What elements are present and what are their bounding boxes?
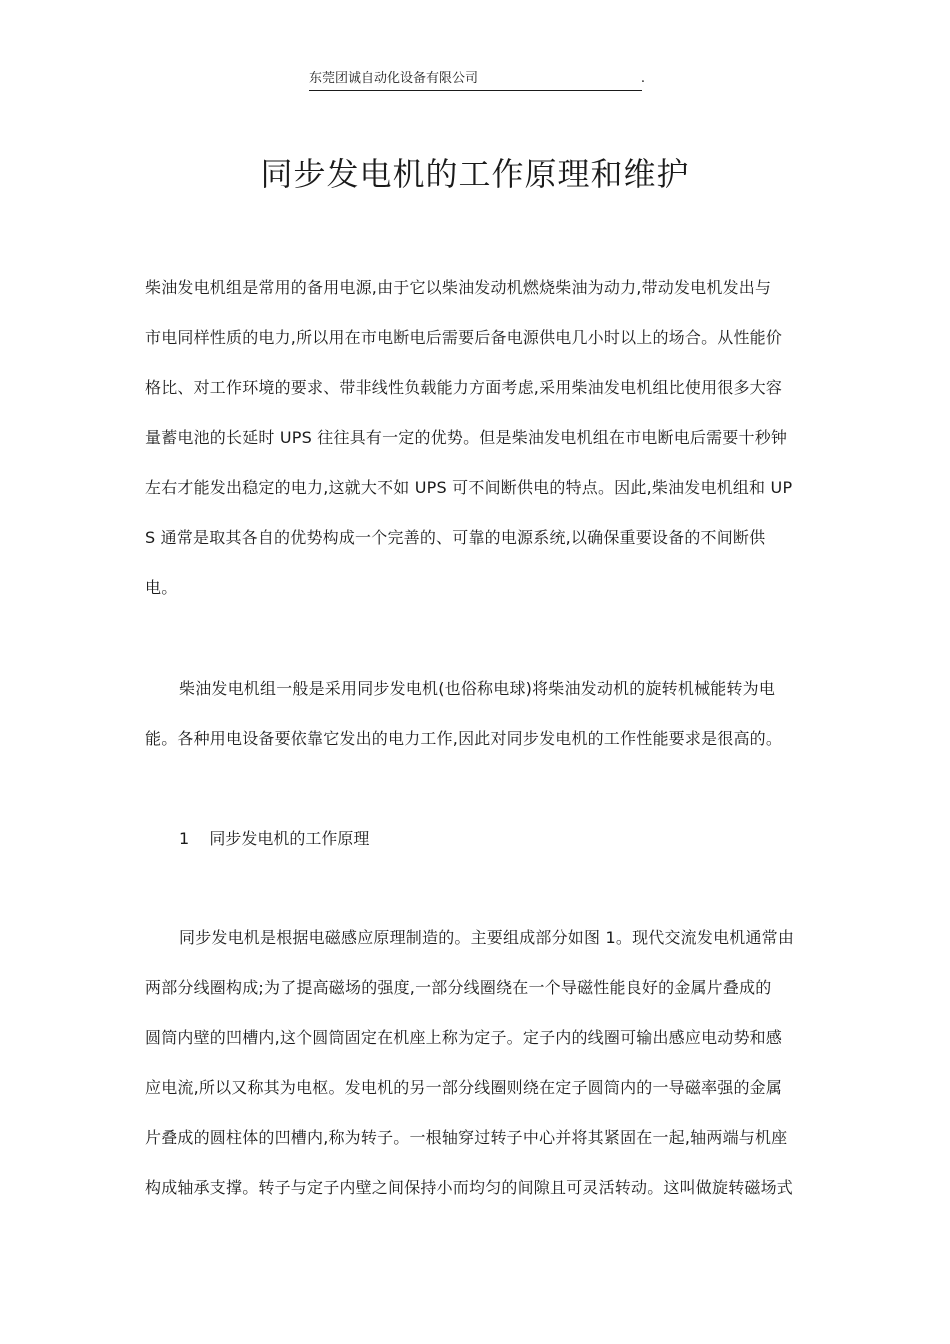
paragraph-intro bbox=[145, 263, 810, 613]
paragraph-line: 市电同样性质的电力,所以用在市电断电后需要后备电源供电几小时以上的场合。从性能价 bbox=[145, 328, 783, 347]
paragraph-line: 量蓄电池的长延时 UPS 往往具有一定的优势。但是柴油发电机组在市电断电后需要十秒钟 bbox=[145, 428, 788, 447]
paragraph-principle bbox=[145, 913, 810, 1213]
paragraph-line: 圆筒内壁的凹槽内,这个圆筒固定在机座上称为定子。定子内的线圈可输出感应电动势和感 bbox=[145, 1028, 783, 1047]
paragraph-line: 片叠成的圆柱体的凹槽内,称为转子。一根轴穿过转子中心并将其紧固在一起,轴两端与机座 bbox=[145, 1128, 788, 1147]
section-title: 同步发电机的工作原理 bbox=[209, 829, 370, 848]
paragraph-line: 应电流,所以又称其为电枢。发电机的另一部分线圈则绕在定子圆筒内的一导磁率强的金属 bbox=[145, 1078, 783, 1097]
section-heading bbox=[179, 814, 369, 864]
paragraph-line: 左右才能发出稳定的电力,这就大不如 UPS 可不间断供电的特点。因此,柴油发电机组和 UP bbox=[145, 478, 793, 497]
paragraph-line: 柴油发电机组一般是采用同步发电机(也俗称电球)将柴油发动机的旋转机械能转为电 bbox=[179, 679, 776, 698]
paragraph-line: 格比、对工作环境的要求、带非线性负载能力方面考虑,采用柴油发电机组比使用很多大容 bbox=[145, 378, 783, 397]
paragraph-generator bbox=[145, 664, 810, 764]
company-name: 东莞团诚自动化设备有限公司 bbox=[309, 71, 479, 86]
paragraph-line: 柴油发电机组是常用的备用电源,由于它以柴油发动机燃烧柴油为动力,带动发电机发出与 bbox=[145, 278, 772, 297]
page-header bbox=[309, 70, 645, 91]
document-title: 同步发电机的工作原理和维护 bbox=[260, 155, 690, 193]
paragraph-line: S 通常是取其各自的优势构成一个完善的、可靠的电源系统,以确保重要设备的不间断供 bbox=[145, 528, 766, 547]
paragraph-line: 电。 bbox=[145, 578, 178, 597]
paragraph-line: 两部分线圈构成;为了提高磁场的强度,一部分线圈绕在一个导磁性能良好的金属片叠成的 bbox=[145, 978, 772, 997]
paragraph-line: 构成轴承支撑。转子与定子内壁之间保持小而均匀的间隙且可灵活转动。这叫做旋转磁场式 bbox=[145, 1178, 794, 1197]
header-trail: . bbox=[640, 71, 645, 86]
paragraph-line: 能。各种用电设备要依靠它发出的电力工作,因此对同步发电机的工作性能要求是很高的。 bbox=[145, 729, 783, 748]
paragraph-line: 同步发电机是根据电磁感应原理制造的。主要组成部分如图 1。现代交流发电机通常由 bbox=[179, 928, 795, 947]
section-number: 1 bbox=[179, 829, 190, 848]
